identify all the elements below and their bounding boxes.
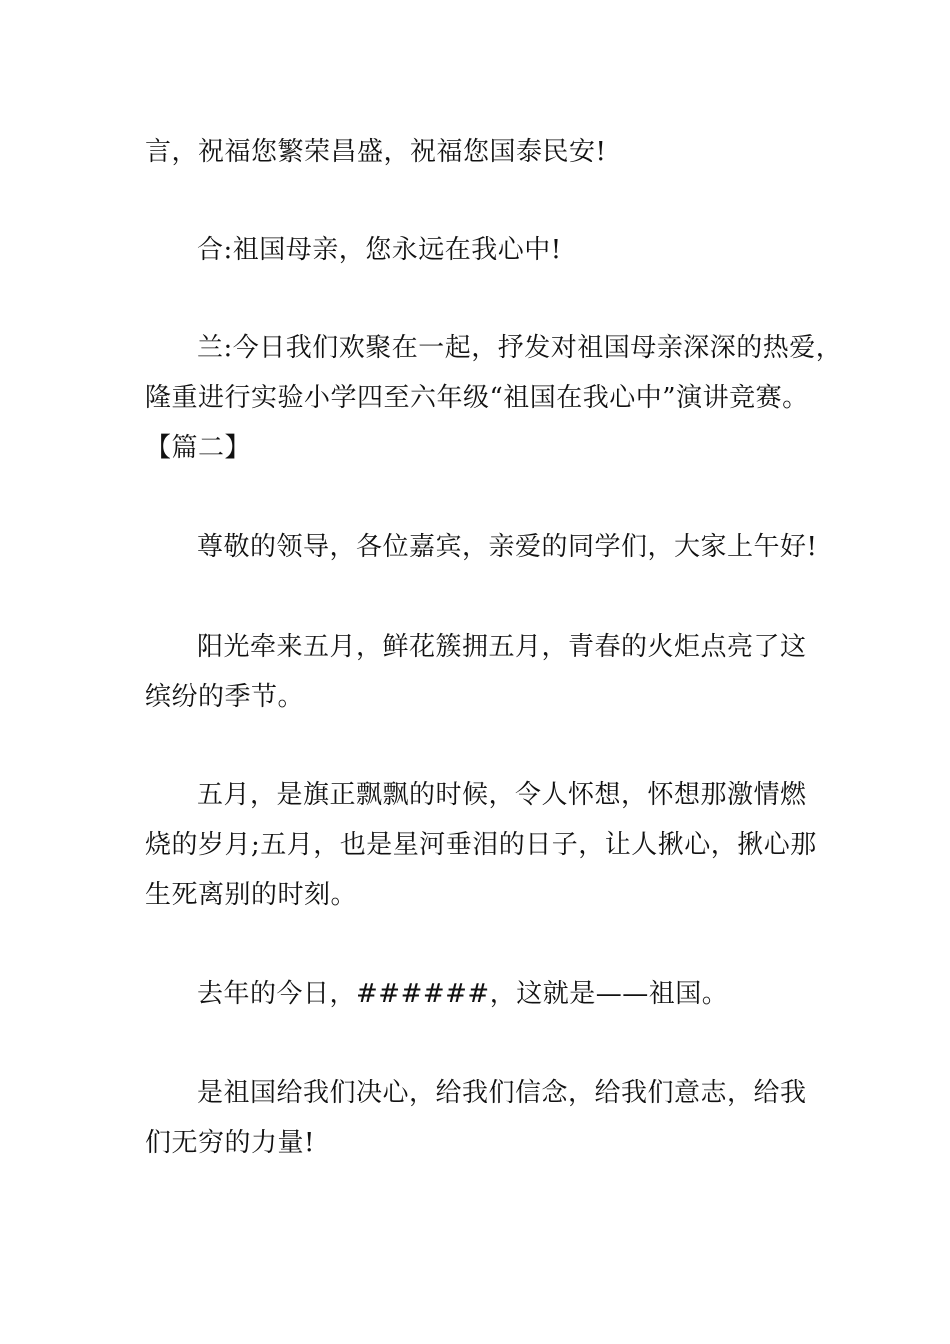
paragraph-line: 言，祝福您繁荣昌盛，祝福您国泰民安! [145,137,607,167]
paragraph-line: 隆重进行实验小学四至六年级“祖国在我心中”演讲竞赛。 [145,383,809,413]
paragraph-line: 们无穷的力量! [145,1128,315,1158]
paragraph-line: 尊敬的领导，各位嘉宾，亲爱的同学们，大家上午好! [197,532,818,562]
paragraph-line: 合:祖国母亲，您永远在我心中! [197,235,562,265]
paragraph-line: 生死离别的时刻。 [145,880,358,910]
paragraph-line: 是祖国给我们决心，给我们信念，给我们意志，给我 [197,1078,807,1108]
paragraph-line: 阳光牵来五月，鲜花簇拥五月，青春的火炬点亮了这 [197,632,807,662]
paragraph-line: 五月，是旗正飘飘的时候，令人怀想，怀想那激情燃 [197,780,807,810]
paragraph-line: 缤纷的季节。 [145,682,305,712]
paragraph-line: 兰:今日我们欢聚在一起，抒发对祖国母亲深深的热爱， [197,333,843,363]
paragraph-line: 烧的岁月;五月，也是星河垂泪的日子，让人揪心，揪心那 [145,830,817,860]
paragraph-line: 去年的今日，######，这就是——祖国。 [197,979,729,1009]
section-heading: 【篇二】 [145,433,252,463]
